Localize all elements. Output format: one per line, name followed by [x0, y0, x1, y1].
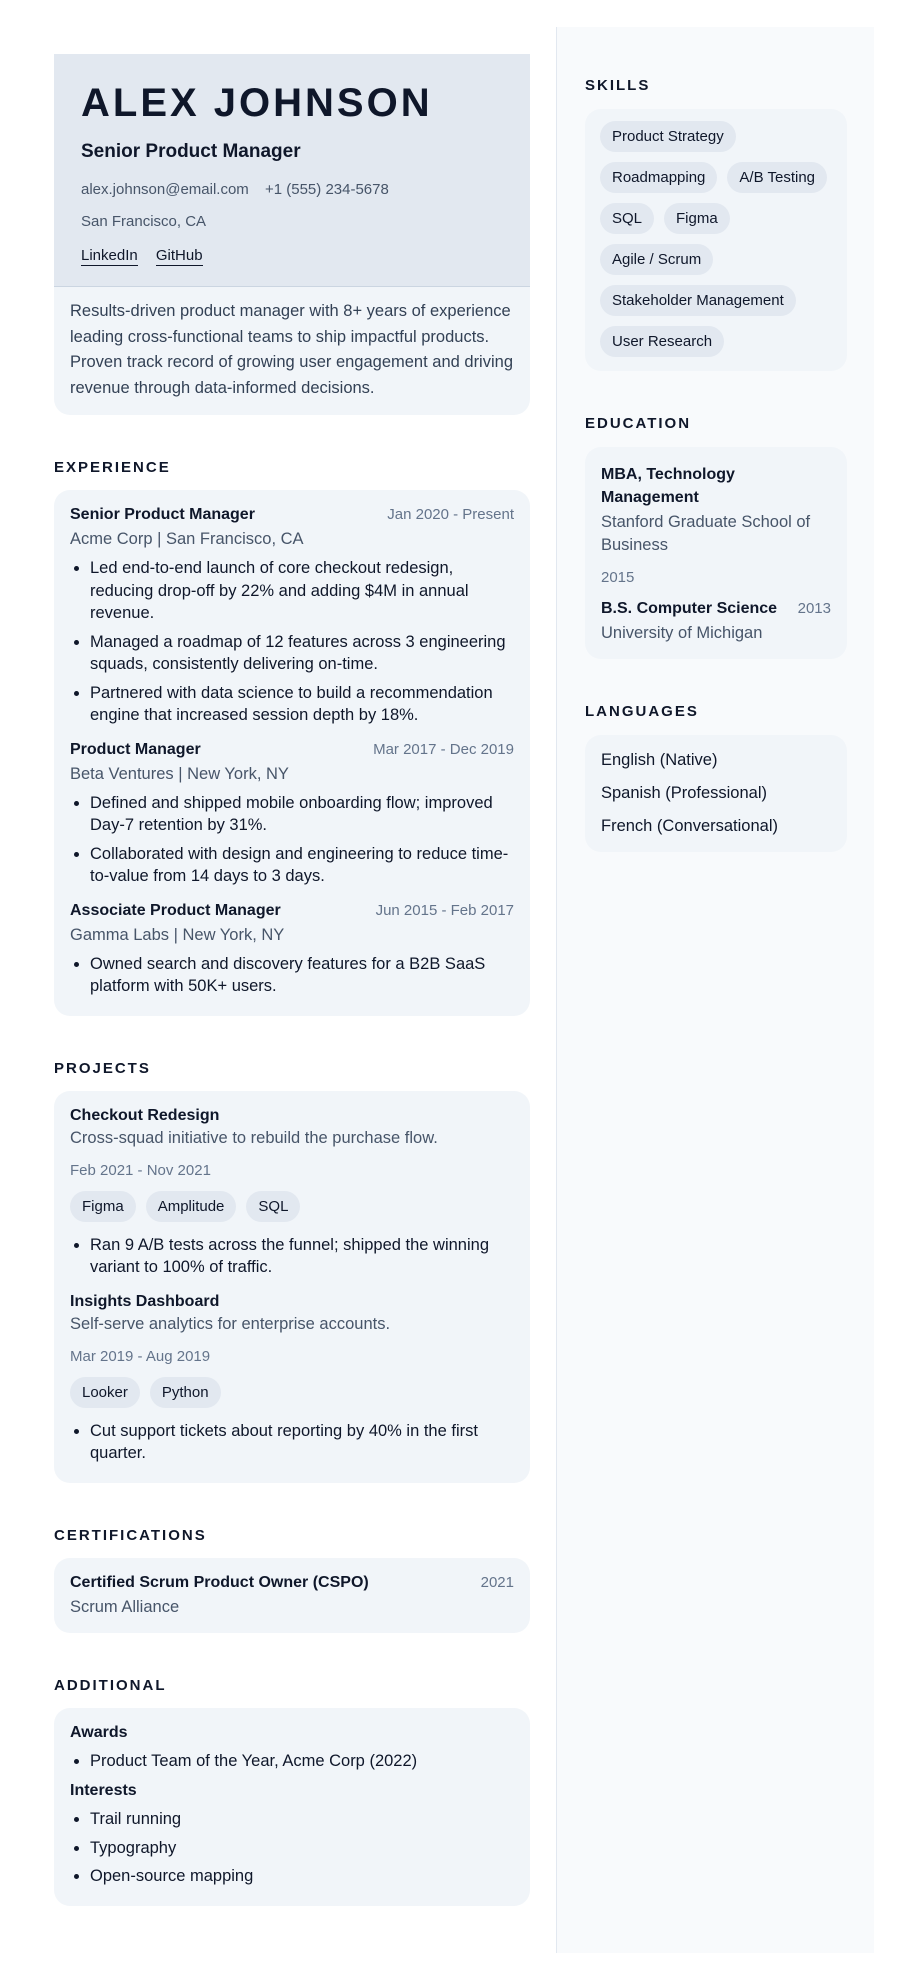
- job-entry: [70, 741, 514, 888]
- project-date: Mar 2019 - Aug 2019: [70, 1347, 211, 1365]
- job-bullet: • Partnered with data science to build a recommendation engine that increased session depth by 18%.: [90, 682, 514, 727]
- interests-label: Interests: [70, 1782, 137, 1799]
- skills-card: [585, 109, 847, 371]
- additional-title: ADDITIONAL: [54, 1676, 167, 1694]
- job-date: Jan 2020 - Present: [387, 506, 514, 523]
- degree-title: MBA, Technology Management: [601, 466, 735, 506]
- project-description: Cross-squad initiative to rebuild the purchase flow.: [70, 1128, 438, 1147]
- education-title: EDUCATION: [585, 415, 692, 432]
- awards-label: Awards: [70, 1723, 128, 1741]
- job-bullet: • Led end-to-end launch of core checkout redesign, reducing drop-off by 22% and adding $4M in annual revenue.: [90, 557, 514, 625]
- experience-title: EXPERIENCE: [54, 459, 171, 476]
- projects-title: PROJECTS: [54, 1059, 151, 1077]
- project-tag: Figma: [70, 1191, 136, 1222]
- project-bullets: [70, 1420, 514, 1465]
- job-bullet: • Owned search and discovery features for a B2B SaaS platform with 50K+ users.: [90, 953, 514, 998]
- project-bullet: • Ran 9 A/B tests across the funnel; shipped the winning variant to 100% of traffic.: [90, 1234, 514, 1279]
- contact-row: [81, 181, 503, 198]
- job-title: Senior Product Manager: [70, 506, 255, 523]
- profile-links: [81, 247, 503, 264]
- candidate-name: ALEX JOHNSON: [81, 81, 433, 125]
- languages-title: LANGUAGES: [585, 703, 699, 720]
- degree-title: B.S. Computer Science: [601, 600, 778, 617]
- certifications-card: [54, 1558, 530, 1633]
- language-item: French (Conversational): [601, 817, 778, 835]
- project-bullet: • Cut support tickets about reporting by 40% in the first quarter.: [90, 1420, 514, 1465]
- project-tag: Looker: [70, 1377, 140, 1408]
- project-date: Feb 2021 - Nov 2021: [70, 1161, 211, 1179]
- education-entry: [601, 463, 831, 586]
- location: San Francisco, CA: [81, 213, 207, 230]
- certification-year: 2021: [480, 1573, 514, 1591]
- certification-issuer: Scrum Alliance: [70, 1597, 180, 1616]
- email-link[interactable]: alex.johnson@email.com: [81, 181, 249, 198]
- job-bullets: [70, 953, 514, 998]
- languages-card: [585, 735, 847, 852]
- skill-tag: Product Strategy: [600, 121, 736, 152]
- certification-title: Certified Scrum Product Owner (CSPO): [70, 1573, 369, 1591]
- job-bullets: [70, 792, 514, 888]
- github-link[interactable]: GitHub: [155, 247, 203, 264]
- job-date: Mar 2017 - Dec 2019: [373, 740, 514, 758]
- skill-tag: Figma: [664, 203, 730, 234]
- phone-number: +1 (555) 234-5678: [264, 181, 389, 198]
- education-entry: [601, 600, 831, 645]
- education-card: [585, 447, 847, 659]
- skill-tag: SQL: [600, 203, 654, 234]
- job-company: Gamma Labs | New York, NY: [70, 925, 285, 944]
- job-company: Beta Ventures | New York, NY: [70, 764, 289, 783]
- project-title: Insights Dashboard: [70, 1292, 220, 1310]
- project-tags: [70, 1377, 514, 1408]
- job-bullet: • Collaborated with design and engineering to reduce time-to-value from 14 days to 3 days.: [90, 843, 514, 888]
- awards-list: [70, 1750, 514, 1773]
- school-name: University of Michigan: [601, 624, 763, 642]
- candidate-role: Senior Product Manager: [81, 141, 301, 162]
- skill-tag: Stakeholder Management: [600, 285, 796, 316]
- school-name: Stanford Graduate School of Business: [601, 513, 811, 554]
- award-item: • Product Team of the Year, Acme Corp (2022): [90, 1750, 514, 1773]
- interests-list: [70, 1808, 514, 1888]
- job-date: Jun 2015 - Feb 2017: [375, 901, 514, 919]
- language-item: English (Native): [601, 751, 718, 769]
- skill-tag: User Research: [600, 326, 724, 357]
- job-title: Associate Product Manager: [70, 901, 281, 919]
- project-description: Self-serve analytics for enterprise accounts.: [70, 1314, 391, 1333]
- projects-card: [54, 1091, 530, 1483]
- project-entry: [70, 1107, 514, 1279]
- project-tag: Amplitude: [146, 1191, 237, 1222]
- project-title: Checkout Redesign: [70, 1106, 220, 1124]
- skills-title: SKILLS: [585, 77, 651, 94]
- resume-header: [54, 54, 530, 286]
- project-bullets: [70, 1234, 514, 1279]
- experience-card: [54, 490, 530, 1016]
- skill-tag: A/B Testing: [727, 162, 827, 193]
- education-year: 2013: [797, 600, 831, 617]
- project-tag: SQL: [246, 1191, 300, 1222]
- project-tags: [70, 1191, 514, 1222]
- project-entry: [70, 1293, 514, 1465]
- job-bullet: • Defined and shipped mobile onboarding flow; improved Day-7 retention by 31%.: [90, 792, 514, 837]
- project-tag: Python: [150, 1377, 221, 1408]
- job-bullets: [70, 557, 514, 727]
- interest-item: • Trail running: [90, 1808, 514, 1831]
- linkedin-link[interactable]: LinkedIn: [81, 247, 138, 264]
- job-bullet: • Managed a roadmap of 12 features across 3 engineering squads, consistently delivering on-time.: [90, 631, 514, 676]
- skill-tag: Agile / Scrum: [600, 244, 713, 275]
- skill-tag: Roadmapping: [600, 162, 717, 193]
- job-company: Acme Corp | San Francisco, CA: [70, 530, 304, 548]
- job-title: Product Manager: [70, 740, 201, 758]
- interest-item: • Open-source mapping: [90, 1865, 514, 1888]
- main-column: [54, 54, 530, 1906]
- summary: Results-driven product manager with 8+ years of experience leading cross-functional teams to ship impactful products. Proven track record of growing user engagement and driving revenue through data-informed decisions.: [54, 286, 530, 415]
- language-item: Spanish (Professional): [601, 784, 767, 802]
- job-entry: [70, 902, 514, 998]
- additional-card: [54, 1708, 530, 1906]
- interest-item: • Typography: [90, 1837, 514, 1860]
- education-year: 2015: [601, 569, 635, 586]
- sidebar-column: [585, 54, 847, 852]
- job-entry: [70, 506, 514, 727]
- certifications-title: CERTIFICATIONS: [54, 1526, 207, 1544]
